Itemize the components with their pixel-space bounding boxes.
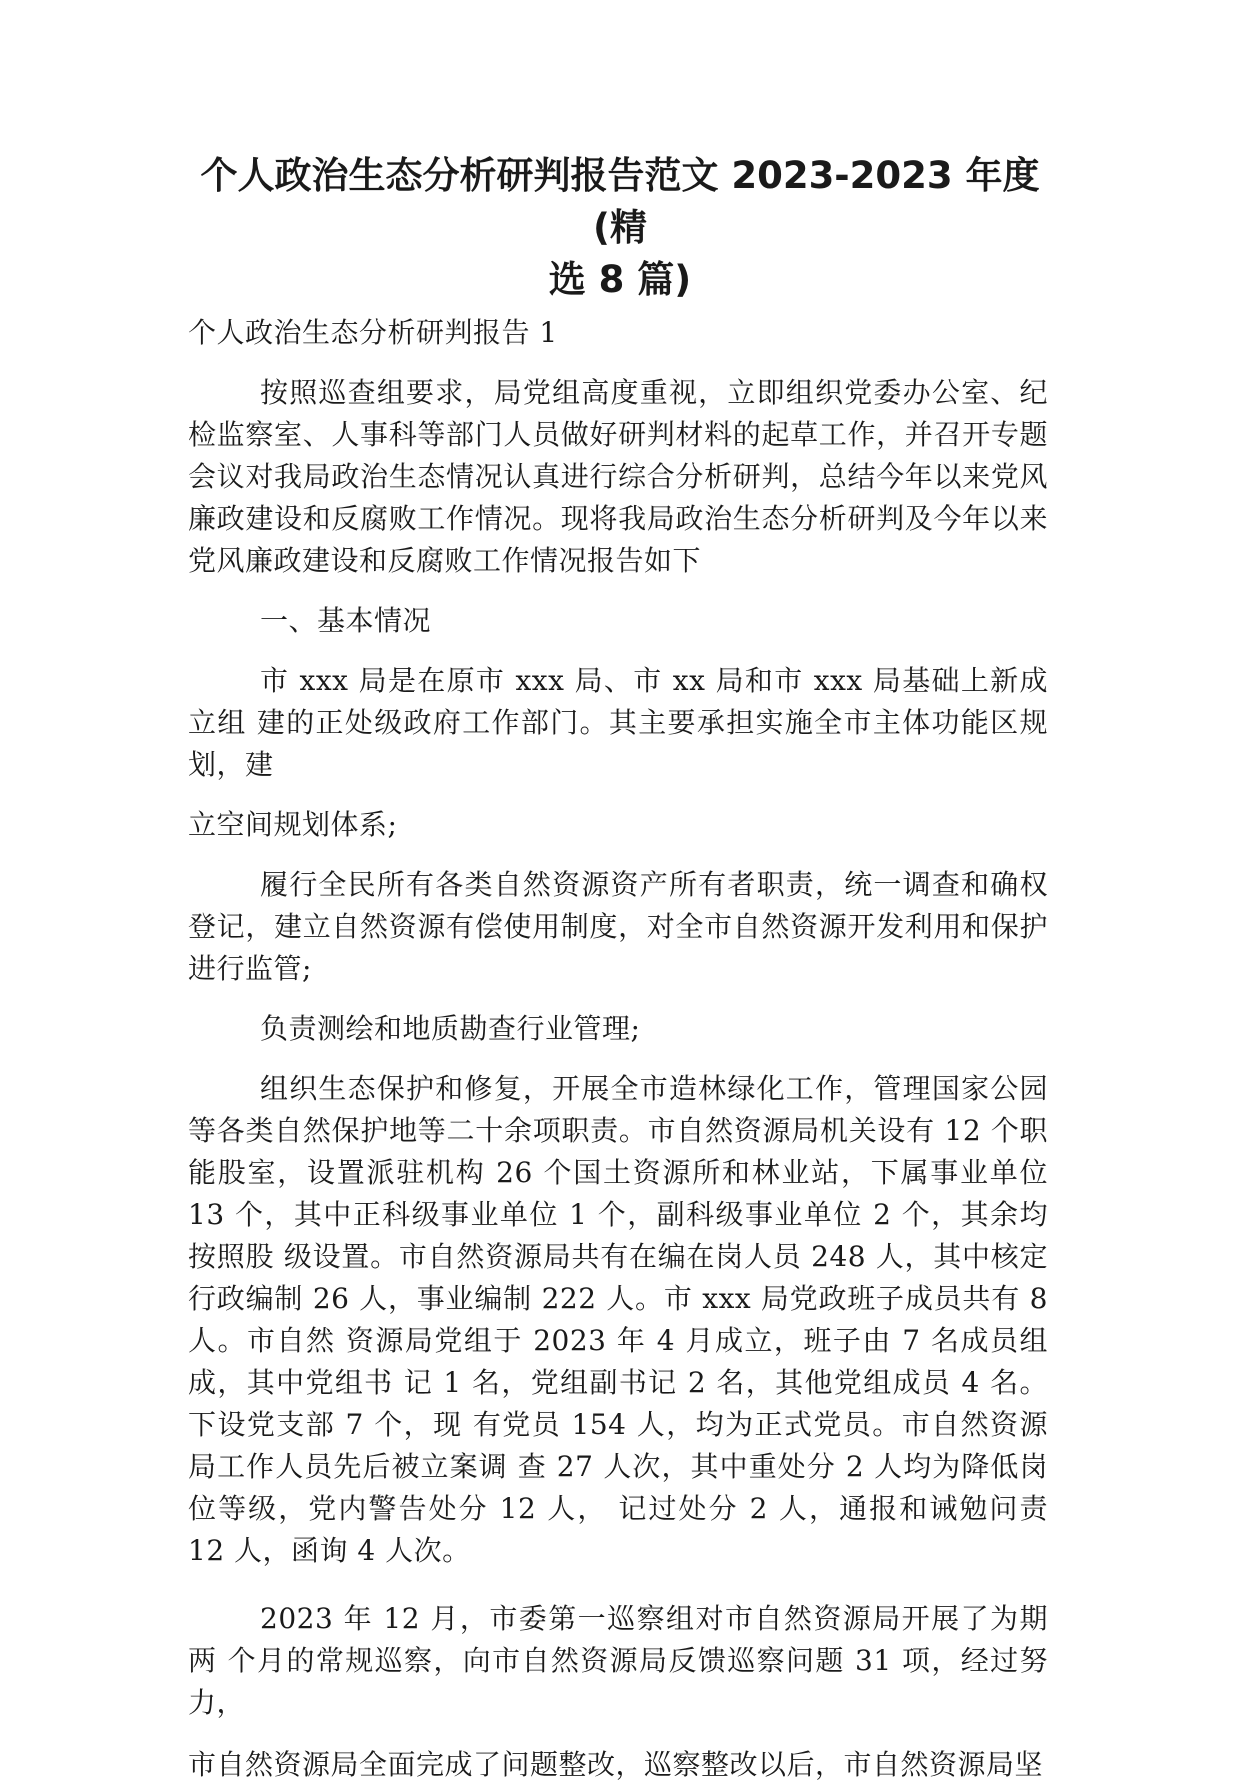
subheading-basic-situation: 一、基本情况 xyxy=(260,604,432,637)
section-heading: 个人政治生态分析研判报告 1 xyxy=(188,316,558,349)
paragraph-rectification: 市自然资源局全面完成了问题整改，巡察整改以后，市自然资源局坚 xyxy=(188,1748,1044,1781)
title-line-1: 个人政治生态分析研判报告范文 2023-2023 年度(精 xyxy=(200,154,1040,249)
document-body xyxy=(188,312,1048,1786)
paragraph-inspection: 2023 年 12 月，市委第一巡察组对市自然资源局开展了为期两 个月的常规巡察，向市自然资源局反馈巡察问题 31 项，经过努力， xyxy=(188,1602,1048,1719)
paragraph-bureau-overview: 市 xxx 局是在原市 xxx 局、市 xx 局和市 xxx 局基础上新成立组 建的正处级政府工作部门。其主要承担实施全市主体功能区规划，建 xyxy=(188,664,1048,781)
title-line-2: 选 8 篇) xyxy=(548,258,692,301)
paragraph-spatial-planning: 立空间规划体系; xyxy=(188,808,398,841)
paragraph-surveying: 负责测绘和地质勘查行业管理; xyxy=(260,1012,641,1045)
paragraph-intro: 按照巡查组要求，局党组高度重视，立即组织党委办公室、纪检监察室、人事科等部门人员做好研判材料的起草工作，并召开专题会议对我局政治生态情况认真进行综合分析研判，总结今年以来党风廉政建设和反腐败工作情况。现将我局政治生态分析研判及今年以来党风廉政建设和反腐败工作情况报告如下 xyxy=(188,376,1048,577)
paragraph-organization: 组织生态保护和修复，开展全市造林绿化工作，管理国家公园等各类自然保护地等二十余项职责。市自然资源局机关设有 12 个职 能股室，设置派驻机构 26 个国土资源所和林业站，下属事业单位 13 个，其中正科级事业单位 1 个，副科级事业单位 2 个，其余均按照股 级设置。市自然资源局共有在编在岗人员 248 人，其中核定行政编制 26 人，事业编制 222 人。市 xxx 局党政班子成员共有 8 人。市自然 资源局党组于 2023 年 4 月成立，班子由 7 名成员组成，其中党组书 记 1 名，党组副书记 2 名，其他党组成员 4 名。下设党支部 7 个，现 有党员 154 人，均为正式党员。市自然资源局工作人员先后被立案调 查 27 人次，其中重处分 2 人均为降低岗位等级，党内警告处分 12 人， 记过处分 2 人，通报和诫勉问责 12 人，函询 4 人次。 xyxy=(188,1072,1048,1567)
paragraph-resource-duties: 履行全民所有各类自然资源资产所有者职责，统一调查和确权登记，建立自然资源有偿使用制度，对全市自然资源开发利用和保护进行监管; xyxy=(188,868,1048,985)
document-title xyxy=(200,150,1040,306)
